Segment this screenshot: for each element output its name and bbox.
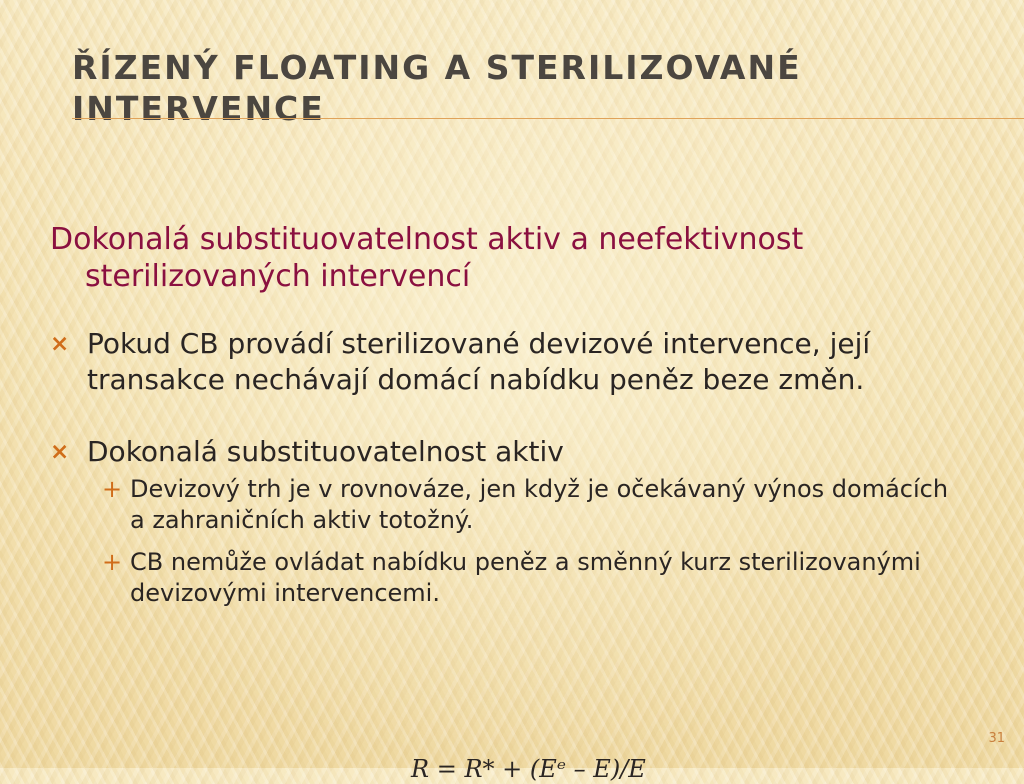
subbullet-text: CB nemůže ovládat nabídku peněz a směnný kurz sterilizovanými devizovými intervencemi. [130,548,921,607]
bullet-text: Pokud CB provádí sterilizované devizové intervence, její transakce nechávají domácí nabídku peněz beze změn. [87,327,871,396]
subbullet-item [102,547,970,609]
plus-bullet-icon: + [102,475,123,503]
subbullet-text: Devizový trh je v rovnováze, jen když je očekávaný výnos domácích a zahraničních aktiv totožný. [130,475,949,534]
slide-subtitle: Dokonalá substituovatelnost aktiv a neefektivnost sterilizovaných intervencí [50,222,804,294]
subbullet-item [102,474,970,536]
bullet-item [50,434,970,609]
slide-title: ŘÍZENÝ FLOATING A STERILIZOVANÉ INTERVENCE [72,48,802,128]
plus-bullet-icon: + [102,548,123,576]
cross-bullet-icon: × [50,439,70,465]
page-number: 31 [988,731,1005,746]
title-divider [72,118,1024,119]
cross-bullet-icon: × [50,331,70,357]
bullet-list [50,326,970,609]
bullet-item [50,326,970,398]
interest-parity-formula: R = R* + (Eᵉ – E)/E [411,755,646,783]
subbullet-list [87,474,970,609]
bullet-text: Dokonalá substituovatelnost aktiv [87,435,564,468]
